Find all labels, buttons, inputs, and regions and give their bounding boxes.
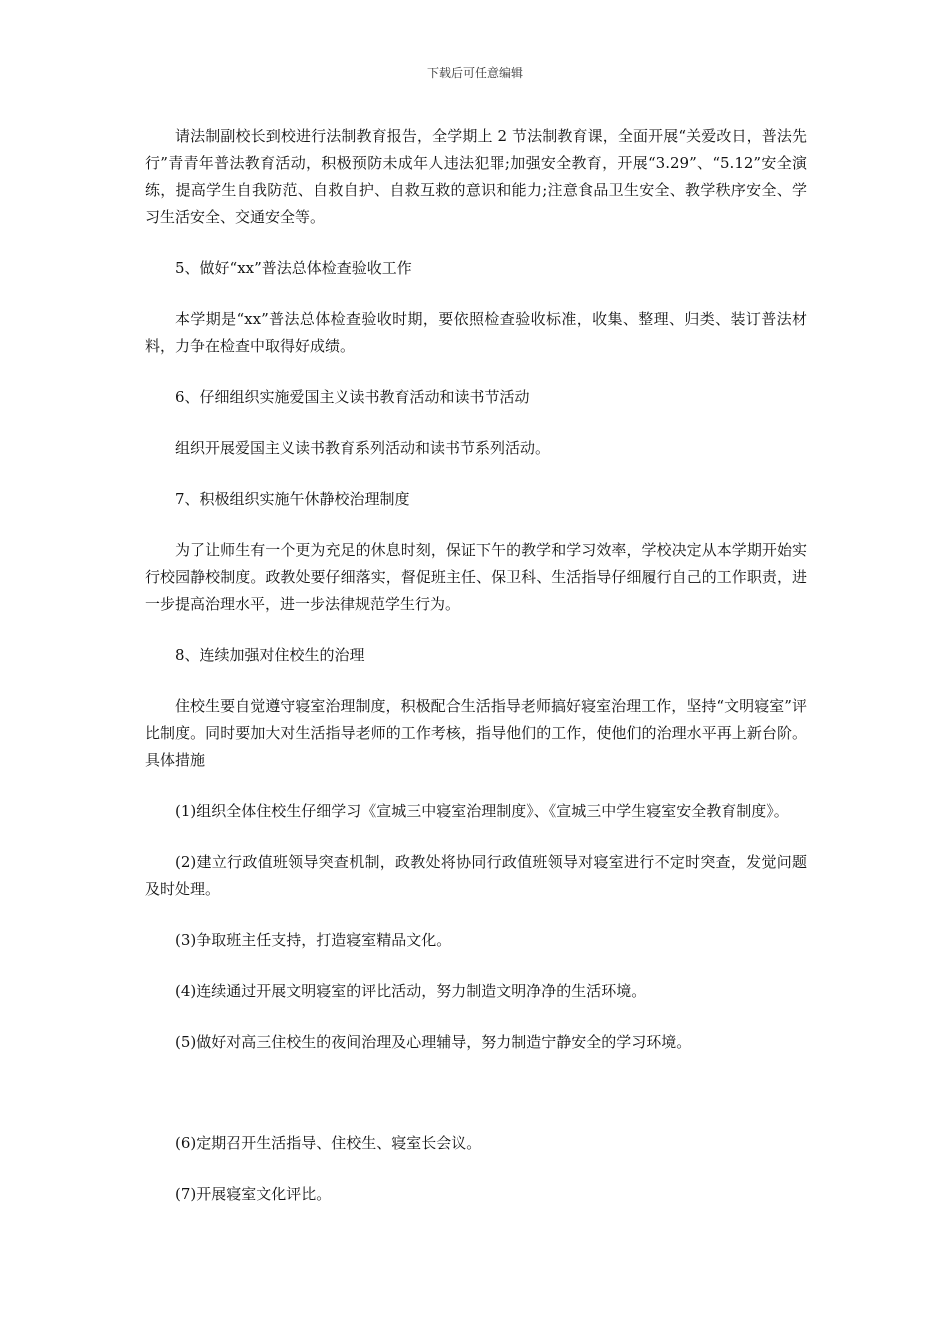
spacer	[145, 1005, 807, 1029]
heading-item-7: 7、积极组织实施午休静校治理制度	[175, 490, 410, 508]
spacer	[145, 513, 807, 537]
document-body	[145, 123, 807, 1208]
page-header: 下载后可任意编辑	[426, 66, 523, 80]
heading-item-8: 8、连续加强对住校生的治理	[175, 646, 365, 664]
page-break-gap	[145, 1056, 807, 1130]
paragraph-reading-activity: 组织开展爱国主义读书教育系列活动和读书节系列活动。	[175, 439, 551, 457]
heading-item-6: 6、仔细组织实施爱国主义读书教育活动和读书节活动	[175, 388, 530, 406]
paragraph-boarding-students: 住校生要自觉遵守寝室治理制度，积极配合生活指导老师搞好寝室治理工作，坚持“文明寝室”评比制度。同时要加大对生活指导老师的工作考核，指导他们的工作，使他们的治理水平再上新台阶。具体措施	[145, 697, 807, 769]
spacer	[145, 669, 807, 693]
spacer	[145, 411, 807, 435]
paragraph-noon-rest: 为了让师生有一个更为充足的休息时刻，保证下午的教学和学习效率，学校决定从本学期开始实行校园静校制度。政教处要仔细落实，督促班主任、保卫科、生活指导仔细履行自己的工作职责，进一步提高治理水平，进一步法律规范学生行为。	[145, 541, 807, 613]
heading-item-5: 5、做好“xx”普法总体检查验收工作	[175, 259, 412, 277]
spacer	[145, 360, 807, 384]
spacer	[145, 954, 807, 978]
measure-item-2: (2)建立行政值班领导突查机制，政教处将协同行政值班领导对寝室进行不定时突查，发觉问题及时处理。	[145, 853, 807, 898]
measure-item-7: (7)开展寝室文化评比。	[175, 1185, 332, 1203]
measure-item-5: (5)做好对高三住校生的夜间治理及心理辅导，努力制造宁静安全的学习环境。	[175, 1033, 692, 1051]
paragraph-inspection: 本学期是“xx”普法总体检查验收时期，要依照检查验收标准，收集、整理、归类、装订普法材料，力争在检查中取得好成绩。	[145, 310, 807, 355]
spacer	[145, 774, 807, 798]
spacer	[145, 618, 807, 642]
spacer	[145, 903, 807, 927]
measure-item-4: (4)连续通过开展文明寝室的评比活动，努力制造文明净净的生活环境。	[175, 982, 647, 1000]
paragraph-legal-education: 请法制副校长到校进行法制教育报告，全学期上 2 节法制教育课，全面开展“关爱改日，普法先行”青青年普法教育活动，积极预防未成年人违法犯罪;加强安全教育，开展“3.29”、“5.12”安全演练，提高学生自我防范、自救自护、自救互救的意识和能力;注意食品卫生安全、教学秩序安全、学习生活安全、交通安全等。	[145, 127, 807, 226]
spacer	[145, 231, 807, 255]
measure-item-6: (6)定期召开生活指导、住校生、寝室长会议。	[175, 1134, 482, 1152]
measure-item-1: (1)组织全体住校生仔细学习《宣城三中寝室治理制度》、《宣城三中学生寝室安全教育制度》。	[175, 802, 789, 820]
spacer	[145, 825, 807, 849]
measure-item-3: (3)争取班主任支持，打造寝室精品文化。	[175, 931, 452, 949]
spacer	[145, 1157, 807, 1181]
spacer	[145, 462, 807, 486]
spacer	[145, 282, 807, 306]
